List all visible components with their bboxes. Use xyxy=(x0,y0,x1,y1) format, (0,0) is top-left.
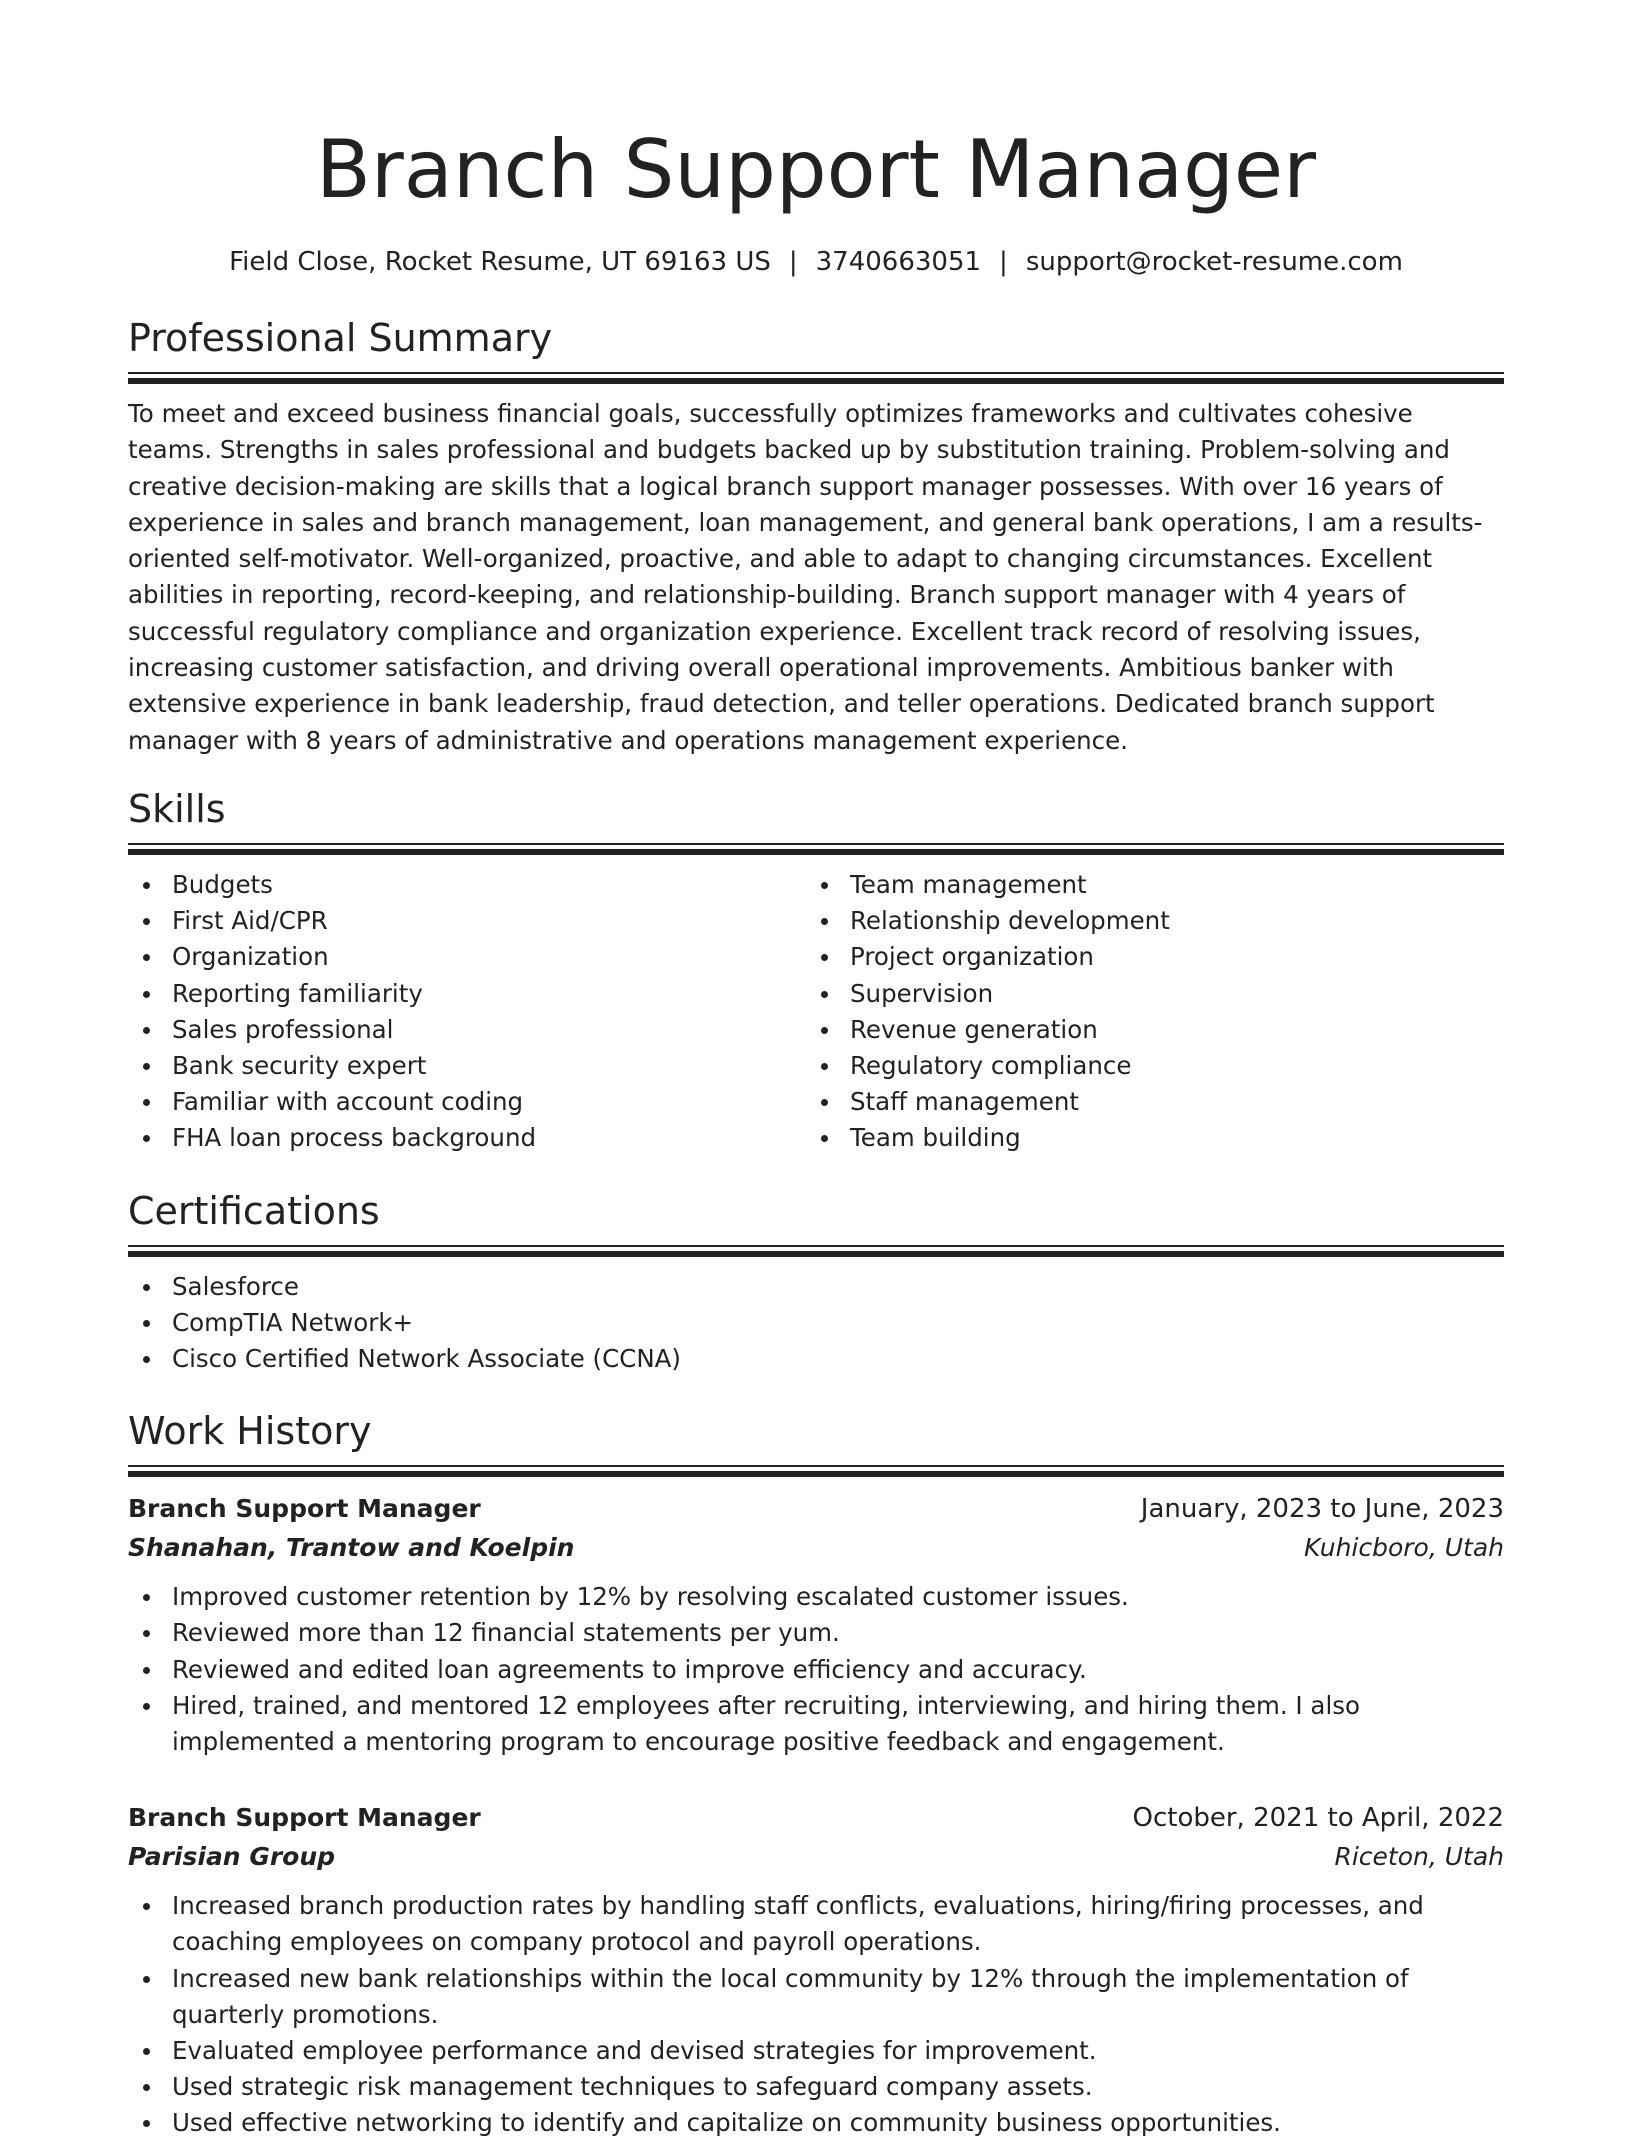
contact-phone: 3740663051 xyxy=(815,247,982,277)
job-bullet: Increased new bank relationships within the local community by 12% through the implementation of quarterly promotions. xyxy=(172,1961,1504,2033)
certifications-list xyxy=(128,1269,1504,1378)
job-dates: January, 2023 to June, 2023 xyxy=(1140,1494,1504,1525)
contact-line xyxy=(128,242,1504,282)
skill-item: Reporting familiarity xyxy=(172,976,806,1012)
skill-item: Team management xyxy=(850,867,1484,903)
job-location: Riceton, Utah xyxy=(1334,1842,1504,1872)
job-title: Branch Support Manager xyxy=(128,1494,481,1524)
skill-item: First Aid/CPR xyxy=(172,903,806,939)
job-bullets xyxy=(128,1579,1504,1760)
certification-item: CompTIA Network+ xyxy=(172,1305,1504,1341)
job-bullet: Hired, trained, and mentored 12 employees after recruiting, interviewing, and hiring them. I also implemented a mentoring program to encourage positive feedback and engagement. xyxy=(172,1688,1504,1760)
job-header-row xyxy=(128,1489,1504,1529)
job-company-row xyxy=(128,1529,1504,1567)
summary-heading: Professional Summary xyxy=(128,316,553,360)
summary-text: To meet and exceed business financial goals, successfully optimizes frameworks and cultivates cohesive teams. Strengths in sales professional and budgets backed up by substitution training. Problem-solving and creative decision-making are skills that a logical branch support manager possesses. With over 16 years of experience in sales and branch management, loan management, and general bank operations, I am a results-oriented self-motivator. Well-organized, proactive, and able to adapt to changing circumstances. Excellent abilities in reporting, record-keeping, and relationship-building. Branch support manager with 4 years of successful regulatory compliance and organization experience. Excellent track record of resolving issues, increasing customer satisfaction, and driving overall operational improvements. Ambitious banker with extensive experience in bank leadership, fraud detection, and teller operations. Dedicated branch support manager with 8 years of administrative and operations management experience. xyxy=(128,399,1483,755)
job-bullet: Used effective networking to identify and capitalize on community business opportunities. xyxy=(172,2105,1504,2141)
skill-item: FHA loan process background xyxy=(172,1120,806,1156)
skills-column-left xyxy=(128,867,806,1157)
contact-address: Field Close, Rocket Resume, UT 69163 US xyxy=(229,247,771,277)
section-divider xyxy=(128,1245,1504,1257)
skill-item: Regulatory compliance xyxy=(850,1048,1484,1084)
contact-separator: | xyxy=(788,247,798,277)
certifications-section xyxy=(128,1185,1504,1378)
work-history-heading: Work History xyxy=(128,1409,372,1454)
job-dates: October, 2021 to April, 2022 xyxy=(1132,1803,1504,1834)
job-bullet: Used strategic risk management techniques to safeguard company assets. xyxy=(172,2069,1504,2105)
job-header-row xyxy=(128,1798,1504,1838)
certification-item: Cisco Certified Network Associate (CCNA) xyxy=(172,1341,1504,1377)
skills-section xyxy=(128,783,1504,1157)
skill-item: Familiar with account coding xyxy=(172,1084,806,1120)
skill-item: Budgets xyxy=(172,867,806,903)
resume-name: Branch Support Manager xyxy=(316,123,1316,216)
skills-heading: Skills xyxy=(128,786,226,831)
work-history-section xyxy=(128,1405,1504,2141)
contact-separator: | xyxy=(999,247,1008,277)
job-entry xyxy=(128,1798,1504,2141)
job-bullet: Evaluated employee performance and devised strategies for improvement. xyxy=(172,2033,1504,2069)
job-bullet: Reviewed and edited loan agreements to improve efficiency and accuracy. xyxy=(172,1652,1504,1688)
skill-item: Team building xyxy=(850,1120,1484,1156)
job-bullet: Increased branch production rates by handling staff conflicts, evaluations, hiring/firing processes, and coaching employees on company protocol and payroll operations. xyxy=(172,1888,1504,1960)
job-company: Parisian Group xyxy=(128,1842,336,1872)
skill-item: Supervision xyxy=(850,976,1484,1012)
skill-item: Relationship development xyxy=(850,903,1484,939)
skill-item: Staff management xyxy=(850,1084,1484,1120)
job-bullet: Reviewed more than 12 financial statements per yum. xyxy=(172,1615,1504,1651)
job-entry xyxy=(128,1489,1504,1760)
skills-column-right xyxy=(806,867,1484,1157)
certification-item: Salesforce xyxy=(172,1269,1504,1305)
contact-email: support@rocket-resume.com xyxy=(1025,247,1403,277)
skill-item: Revenue generation xyxy=(850,1012,1484,1048)
section-divider xyxy=(128,1465,1504,1477)
skills-grid xyxy=(128,867,1504,1157)
job-bullet: Improved customer retention by 12% by resolving escalated customer issues. xyxy=(172,1579,1504,1615)
job-company-row xyxy=(128,1838,1504,1876)
job-location: Kuhicboro, Utah xyxy=(1304,1533,1504,1563)
skill-item: Sales professional xyxy=(172,1012,806,1048)
certifications-heading: Certifications xyxy=(128,1188,380,1233)
skill-item: Project organization xyxy=(850,939,1484,975)
resume-page xyxy=(128,0,1504,2142)
section-divider xyxy=(128,843,1504,855)
skills-list-right xyxy=(806,867,1484,1157)
job-bullets xyxy=(128,1888,1504,2141)
summary-section xyxy=(128,312,1504,759)
section-divider xyxy=(128,372,1504,384)
skill-item: Bank security expert xyxy=(172,1048,806,1084)
job-title: Branch Support Manager xyxy=(128,1803,481,1833)
job-company: Shanahan, Trantow and Koelpin xyxy=(128,1533,575,1563)
skills-list-left xyxy=(128,867,806,1157)
skill-item: Organization xyxy=(172,939,806,975)
